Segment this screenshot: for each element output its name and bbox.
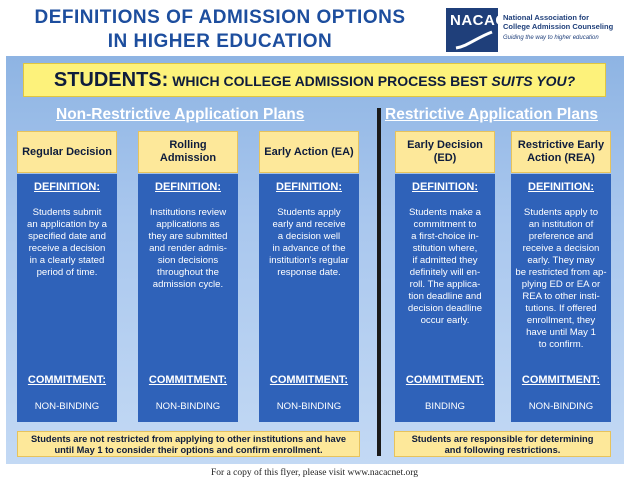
definition-text (399, 207, 491, 327)
commitment-label: COMMITMENT: (269, 374, 349, 386)
restrictive-heading: Restrictive Application Plans (385, 106, 599, 123)
commitment-label: COMMITMENT: (27, 374, 107, 386)
definition-line: throughout the (157, 267, 219, 278)
definition-text (515, 207, 607, 351)
restrictive-note-line-2: and following restrictions. (444, 445, 561, 455)
definition-line: early and receive (272, 219, 346, 230)
definition-line: enrollment, they (526, 315, 596, 326)
definition-line: in a clearly stated (29, 255, 105, 266)
definition-line: period of time. (36, 267, 98, 278)
banner-emphasis: SUITS YOU? (491, 73, 576, 89)
definition-line: roll. The applica- (409, 279, 481, 290)
definition-line: receive a decision (28, 243, 106, 254)
definition-line: response date. (277, 267, 341, 278)
definition-line: specified date and (28, 231, 106, 242)
nacac-logo (446, 8, 626, 52)
plan-title-restrictive-early-action: Restrictive Early Action (REA) (511, 131, 611, 173)
definition-text (142, 207, 234, 291)
logo-tagline: Guiding the way to higher education (503, 35, 599, 41)
definition-line: have until May 1 (526, 327, 596, 338)
logo-full-name-line-1: National Association for (503, 13, 589, 22)
definition-line: occur early. (420, 315, 470, 326)
restrictive-note-line-1: Students are responsible for determining (411, 434, 594, 444)
definition-line: Students apply (277, 207, 341, 218)
definition-line: plying ED or EA or (521, 279, 601, 290)
plan-title-regular-decision: Regular Decision (17, 131, 117, 173)
plan-title-early-decision: Early Decision (ED) (395, 131, 495, 173)
non-restrictive-heading: Non-Restrictive Application Plans (56, 106, 305, 123)
logo-full-name (503, 13, 627, 31)
commitment-label: COMMITMENT: (148, 374, 228, 386)
plan-card-early-action (259, 174, 359, 422)
logo-mark (446, 8, 507, 52)
definition-line: if admitted they (412, 255, 478, 266)
definition-label: DEFINITION: (155, 181, 221, 193)
restrictive-note (394, 431, 611, 457)
plan-card-rolling-admission (138, 174, 238, 422)
plan-card-regular-decision (17, 174, 117, 422)
banner-question: WHICH COLLEGE ADMISSION PROCESS BEST (168, 73, 492, 89)
page-title (10, 6, 430, 54)
commitment-value: NON-BINDING (34, 401, 100, 412)
road-swoosh-icon (454, 28, 494, 50)
plan-title-early-action: Early Action (EA) (259, 131, 359, 173)
definition-line: early. They may (527, 255, 595, 266)
plan-title-rolling-admission: Rolling Admission (138, 131, 238, 173)
footer-text: For a copy of this flyer, please visit www.nacacnet.org (211, 468, 418, 478)
definition-text (21, 207, 113, 279)
logo-full-name-line-2: College Admission Counseling (503, 22, 614, 31)
commitment-label: COMMITMENT: (521, 374, 601, 386)
banner-students: STUDENTS: (53, 69, 169, 91)
definition-line: definitely will en- (409, 267, 481, 278)
definition-text (263, 207, 355, 279)
commitment-value: BINDING (425, 401, 465, 412)
definition-line: a decision well (277, 231, 341, 242)
definition-line: Students apply to (523, 207, 599, 218)
commitment-value: NON-BINDING (155, 401, 221, 412)
definition-line: Students submit (32, 207, 102, 218)
definition-line: sion decisions (157, 255, 219, 266)
non-restrictive-note-line-1: Students are not restricted from applying to other institutions and have (30, 434, 347, 444)
definition-line: to confirm. (538, 339, 584, 350)
definition-label: DEFINITION: (528, 181, 594, 193)
definition-line: preference and (528, 231, 594, 242)
logo-name: NACAC (450, 12, 507, 29)
question-banner (23, 63, 606, 97)
definition-line: receive a decision (522, 243, 600, 254)
definition-line: a first-choice in- (411, 231, 479, 242)
definition-line: tion deadline and (408, 291, 482, 302)
plan-card-early-decision (395, 174, 495, 422)
definition-line: and render admis- (149, 243, 227, 254)
definition-line: decision deadline (407, 303, 483, 314)
non-restrictive-note-line-2: until May 1 to consider their options and confirm enrollment. (54, 445, 323, 455)
definition-line: tutions. If offered (525, 303, 597, 314)
definition-line: an application by a (26, 219, 107, 230)
definition-line: in advance of the (272, 243, 346, 254)
definition-line: admission cycle. (152, 279, 224, 290)
commitment-value: NON-BINDING (276, 401, 342, 412)
group-divider (377, 108, 381, 456)
plan-card-restrictive-early-action (511, 174, 611, 422)
non-restrictive-note (17, 431, 360, 457)
definition-line: REA to other insti- (522, 291, 600, 302)
definition-line: stitution where, (412, 243, 478, 254)
definition-line: Institutions review (149, 207, 227, 218)
title-line-2: IN HIGHER EDUCATION (107, 31, 333, 52)
definition-label: DEFINITION: (34, 181, 100, 193)
commitment-value: NON-BINDING (528, 401, 594, 412)
commitment-label: COMMITMENT: (405, 374, 485, 386)
definition-line: be restricted from ap- (515, 267, 607, 278)
definition-label: DEFINITION: (276, 181, 342, 193)
definition-line: applications as (156, 219, 220, 230)
definition-line: they are submitted (148, 231, 228, 242)
definition-label: DEFINITION: (412, 181, 478, 193)
definition-line: commitment to (413, 219, 477, 230)
definition-line: Students make a (409, 207, 481, 218)
definition-line: an institution of (528, 219, 594, 230)
definition-line: institution's regular (269, 255, 349, 266)
title-line-1: DEFINITIONS OF ADMISSION OPTIONS (34, 7, 406, 28)
